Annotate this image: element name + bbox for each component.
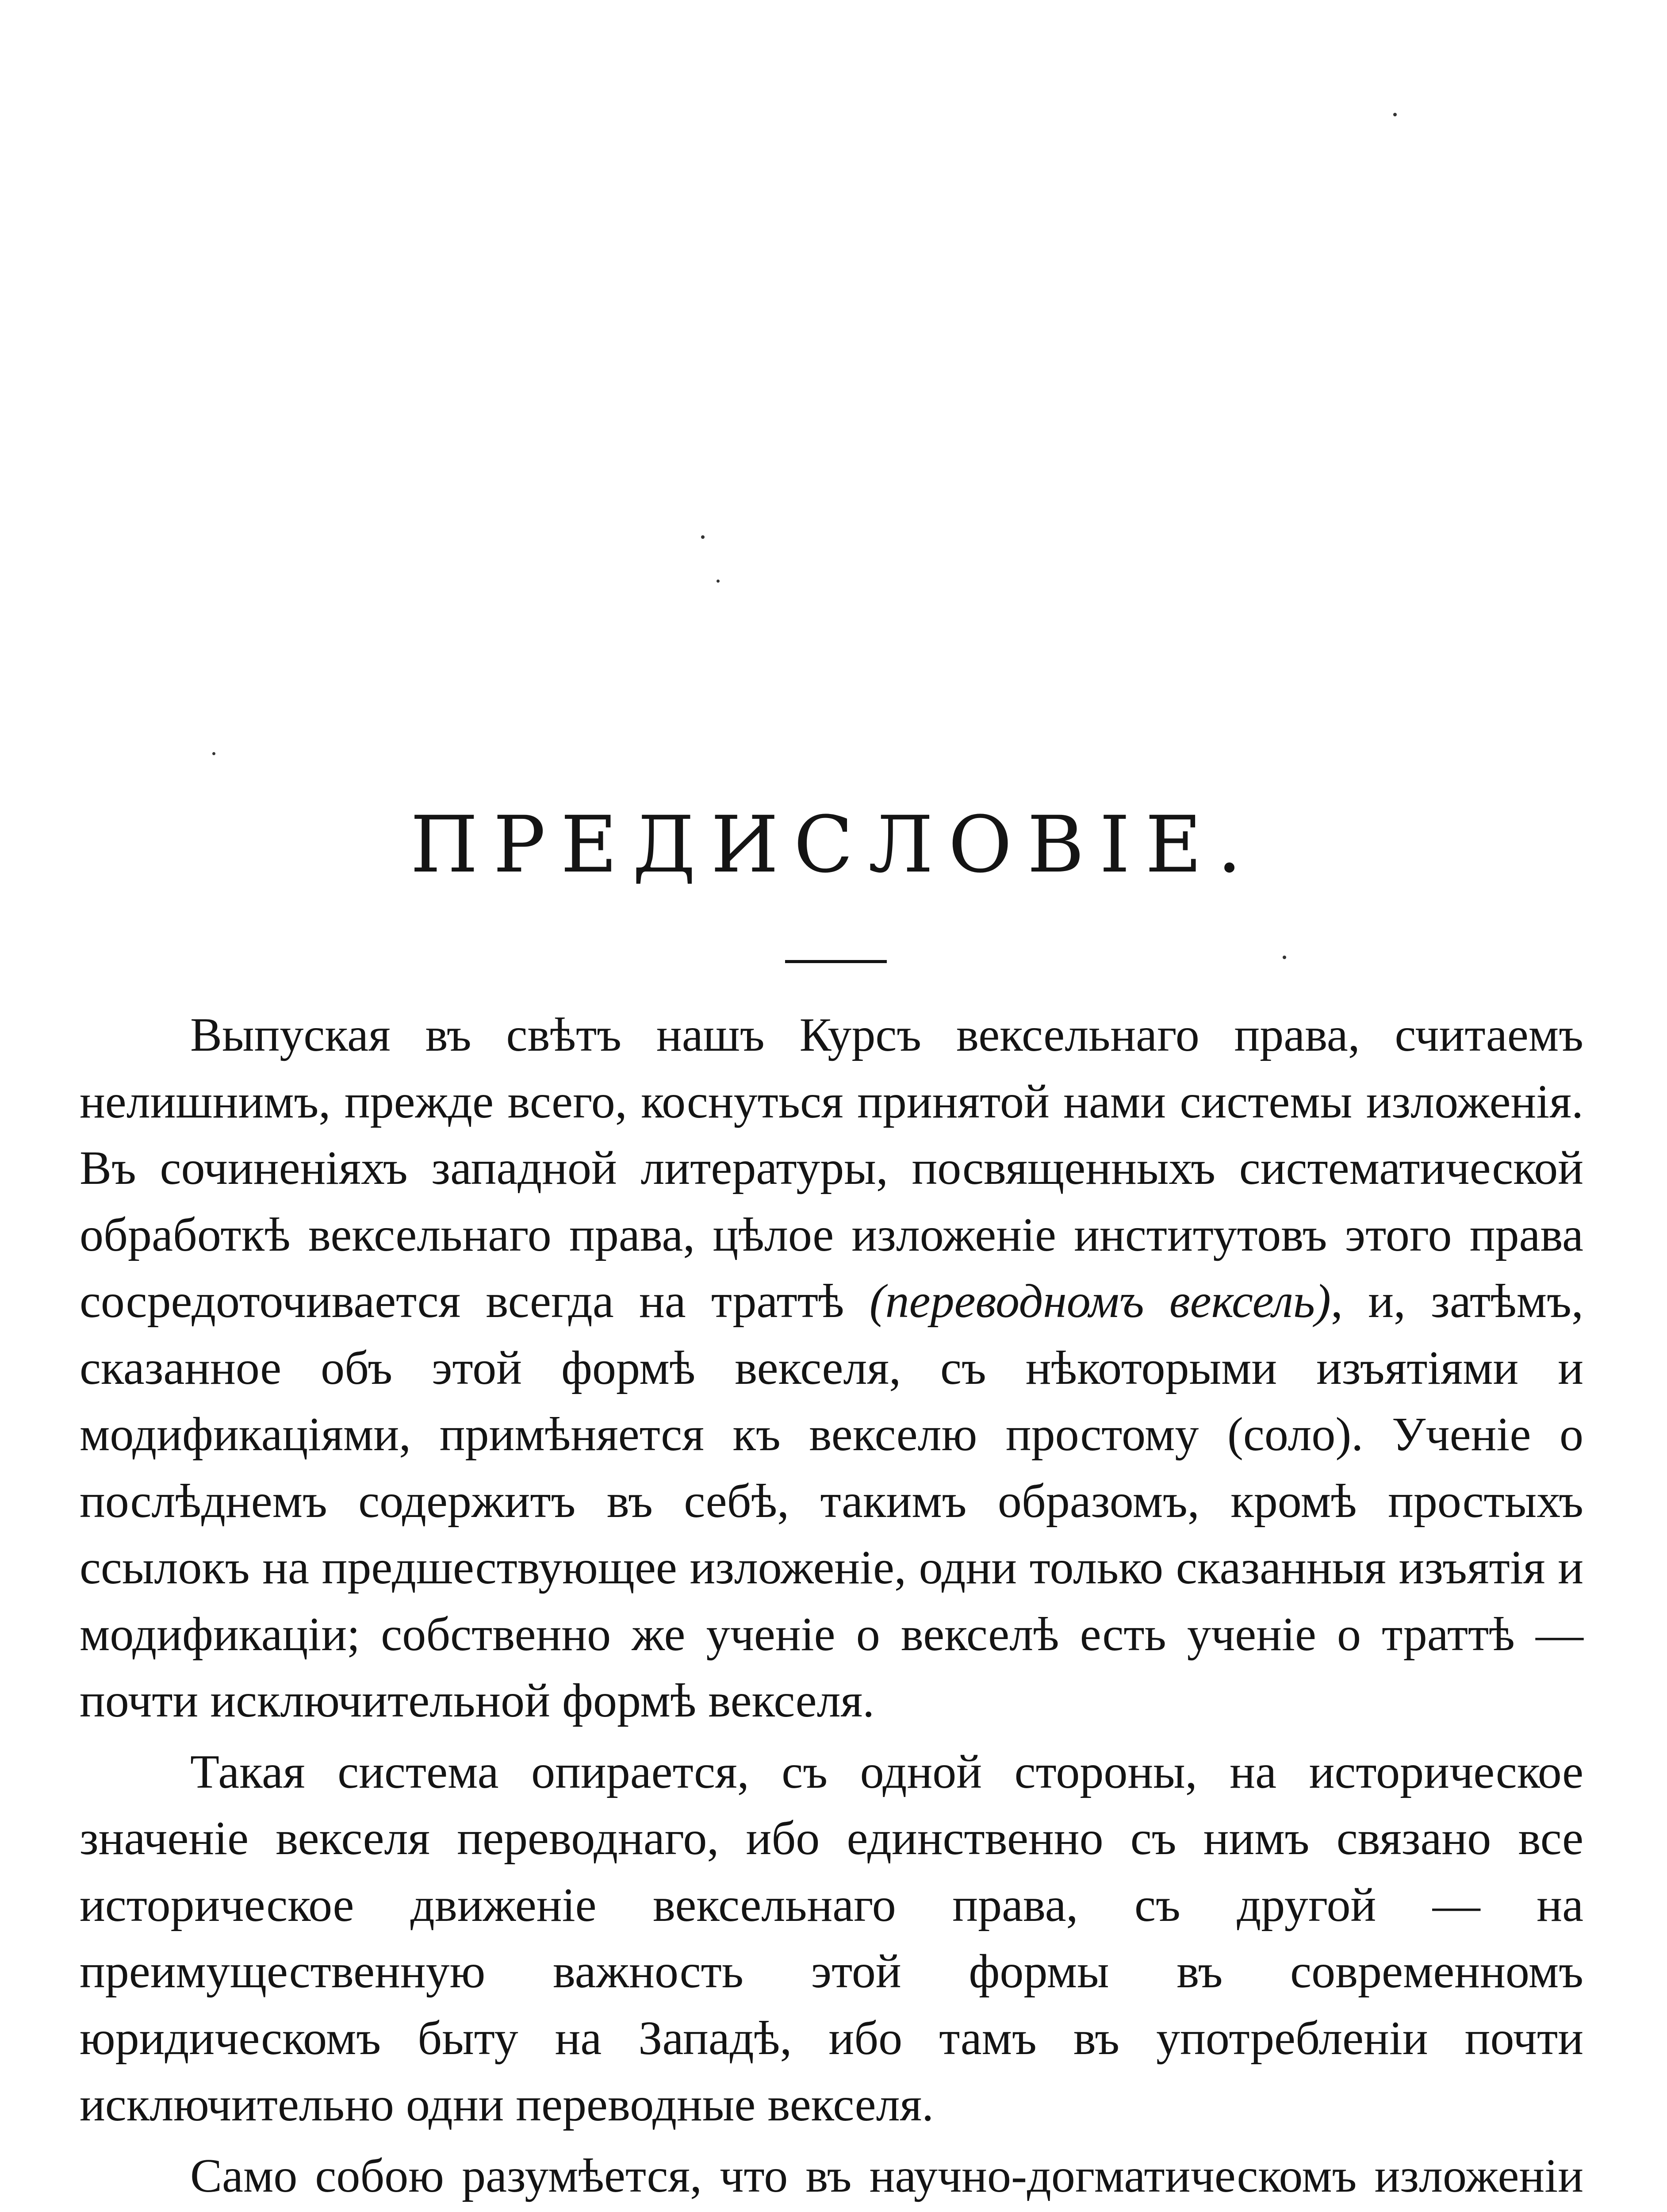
scan-speck xyxy=(212,752,215,755)
title-divider xyxy=(785,960,887,963)
paragraph-3: Само собою разумѣется, что въ научно-догматическомъ изложеніи xyxy=(190,2149,1583,2202)
paragraph-1-text-start: Выпуская въ свѣтъ нашъ Курсъ вексельнаго права, считаемъ нелишнимъ, прежде всего, коснуться принятой нами системы изложенія. Въ сочиненіяхъ западной литературы, посвященныхъ систематической обработкѣ вексельнаго права, цѣлое изложеніе институтовъ этого права сосредоточивается всегда на траттѣ xyxy=(80,1009,1583,1328)
paragraph-1-italic-term: (переводномъ вексель) xyxy=(869,1275,1331,1328)
page-body xyxy=(80,1002,1583,2212)
scan-speck xyxy=(1393,113,1397,116)
page-title: ПРЕДИСЛОВIЕ. xyxy=(410,799,1257,890)
scan-speck xyxy=(717,580,720,583)
paragraph-1 xyxy=(80,1002,1583,1735)
paragraph-1-text-end: , и, затѣмъ, сказанное объ этой формѣ векселя, съ нѣкоторыми изъятіями и модификаціями, примѣняется къ векселю простому (соло). Ученіе о послѣднемъ содержитъ въ себѣ, такимъ образомъ, кромѣ простыхъ ссылокъ на предшествующее изложеніе, одни только сказанныя изъятія и модификаціи; собственно же ученіе о векселѣ есть ученіе о траттѣ — почти исключительной формѣ векселя. xyxy=(80,1275,1583,1727)
scan-speck xyxy=(701,535,705,539)
paragraph-2: Такая система опирается, съ одной стороны, на историческое значеніе векселя переводнаго, ибо единственно съ нимъ связано все историческое движеніе вексельнаго права, съ другой — на преимущественную важность этой формы въ современномъ юридическомъ быту на Западѣ, ибо тамъ въ употребленіи почти исключительно одни переводные векселя. xyxy=(80,1745,1583,2131)
scan-speck xyxy=(1283,956,1286,959)
